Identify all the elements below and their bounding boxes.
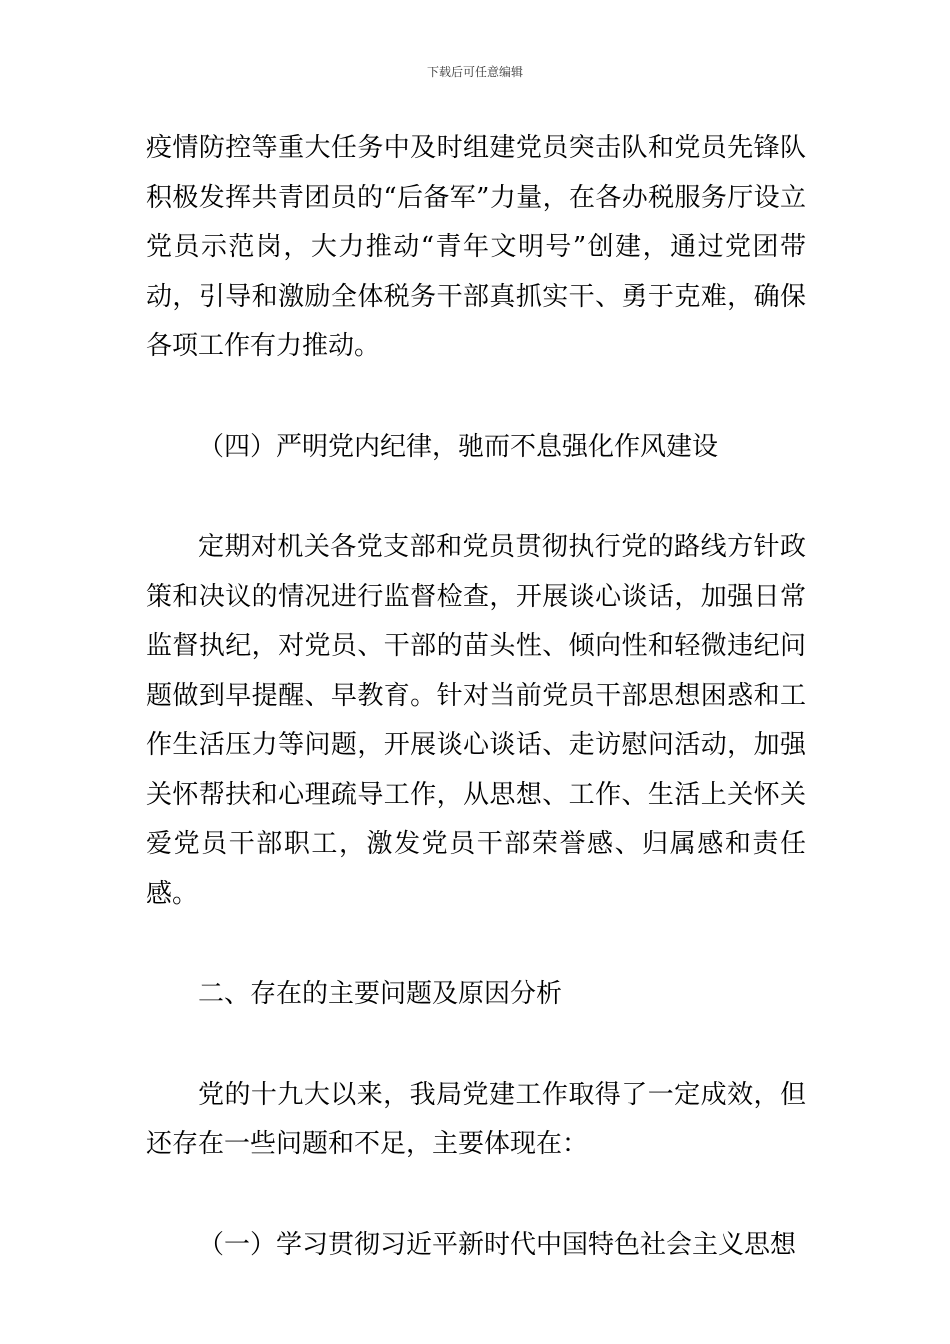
section-heading-discipline: （四）严明党内纪律，驰而不息强化作风建设	[198, 431, 719, 462]
paragraph-party-vanguard: 疫情防控等重大任务中及时组建党员突击队和党员先锋队积极发挥共青团员的“后备军”力量，在各办税服务厅设立党员示范岗，大力推动“青年文明号”创建，通过党团带动，引导和激励全体税务干部真抓实干、勇于克难，确保各项工作有力推动。	[146, 133, 806, 361]
paragraph-supervision: 定期对机关各党支部和党员贯彻执行党的路线方针政策和决议的情况进行监督检查，开展谈心谈话，加强日常监督执纪，对党员、干部的苗头性、倾向性和轻微违纪问题做到早提醒、早教育。针对当前党员干部思想困惑和工作生活压力等问题，开展谈心谈话、走访慰问活动，加强关怀帮扶和心理疏导工作，从思想、工作、生活上关怀关爱党员干部职工，激发党员干部荣誉感、归属感和责任感。	[146, 532, 806, 909]
section-heading-study: （一）学习贯彻习近平新时代中国特色社会主义思想	[198, 1229, 797, 1260]
paragraph-problems-intro: 党的十九大以来，我局党建工作取得了一定成效，但还存在一些问题和不足，主要体现在：	[146, 1079, 806, 1159]
document-body	[146, 124, 806, 1270]
section-heading-problems: 二、存在的主要问题及原因分析	[198, 979, 563, 1009]
header-note: 下载后可任意编辑	[426, 65, 523, 79]
